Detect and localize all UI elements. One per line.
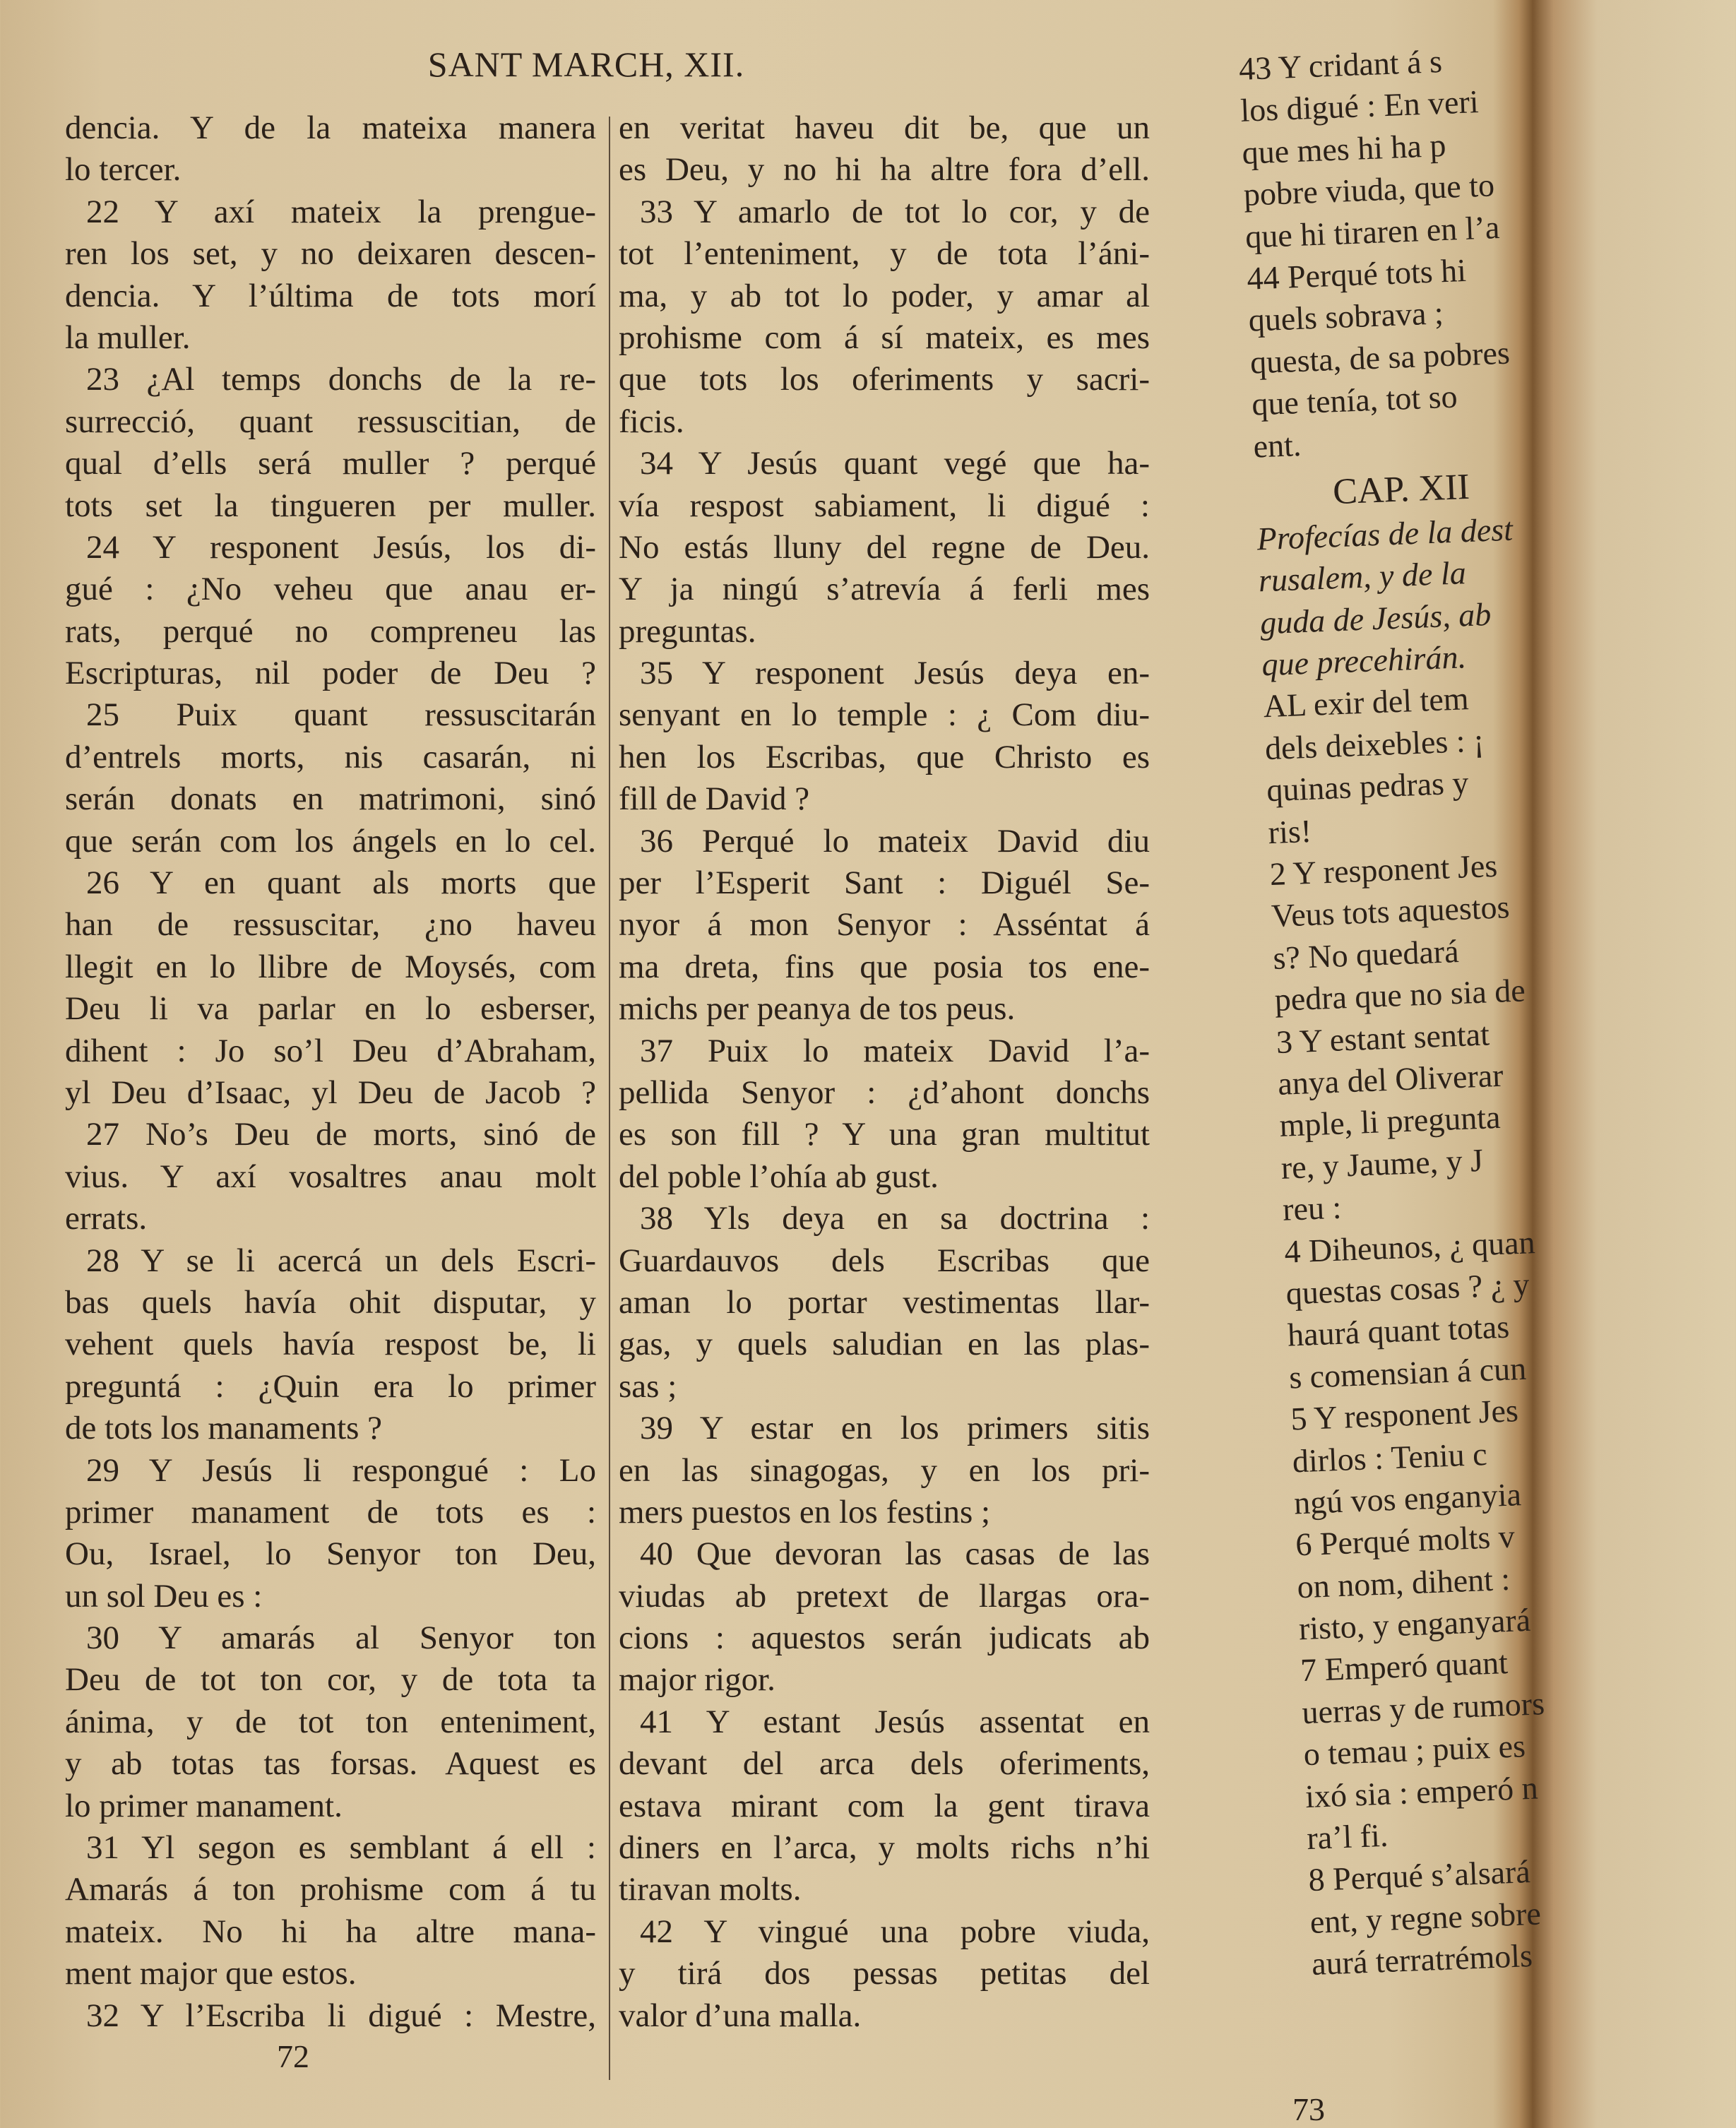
- text-line: questas cosas ? ¿ y: [1285, 1266, 1530, 1312]
- text-line: ficis.: [619, 403, 684, 440]
- text-line: ma, y ab tot lo poder, y amar al: [619, 277, 1150, 314]
- text-line: major rigor.: [619, 1661, 775, 1699]
- text-line: Escripturas, nil poder de Deu ?: [65, 655, 596, 692]
- text-line: 6 Perqué molts v: [1295, 1518, 1516, 1563]
- text-line: mers puestos en los festins ;: [619, 1493, 991, 1530]
- text-line: que precehirán.: [1261, 638, 1467, 683]
- text-line: dels deixebles : ¡: [1264, 722, 1485, 767]
- text-line: 42 Y vingué una pobre viuda,: [640, 1913, 1150, 1950]
- text-line: 3 Y estant sentat: [1276, 1015, 1490, 1060]
- text-line: llegit en lo llibre de Moysés, com: [65, 948, 596, 985]
- text-line: 22 Y axí mateix la prengue-: [86, 193, 596, 230]
- text-line: ngú vos enganyia: [1293, 1476, 1522, 1521]
- text-line: ixó sia : emperó n: [1304, 1769, 1539, 1814]
- text-line: y tirá dos pessas petitas del: [619, 1955, 1150, 1992]
- text-line: es son fill ? Y una gran multitut: [619, 1116, 1150, 1153]
- chapter-heading: CAP. XII: [1332, 466, 1470, 513]
- text-line: que serán com los ángels en lo cel.: [65, 822, 596, 860]
- text-line: 41 Y estant Jesús assentat en: [640, 1703, 1150, 1740]
- text-line: diners en l’arca, y molts richs n’hi: [619, 1829, 1150, 1867]
- text-line: dirlos : Teniu c: [1291, 1435, 1488, 1480]
- text-line: dencia. Y de la mateixa manera: [65, 109, 596, 146]
- text-line: y ab totas tas forsas. Aquest es: [65, 1745, 596, 1783]
- text-line: risto, y enganyará: [1297, 1601, 1531, 1647]
- text-line: mple, li pregunta: [1278, 1099, 1502, 1144]
- text-line: s? No quedará: [1272, 932, 1460, 976]
- text-line: viudas ab pretext de llargas ora-: [619, 1577, 1150, 1615]
- text-line: devant del arca dels oferiments,: [619, 1745, 1150, 1783]
- right-column: [619, 107, 1150, 2037]
- page-title: SANT MARCH, XII.: [427, 44, 745, 84]
- text-line: 39 Y estar en los primers sitis: [640, 1410, 1150, 1447]
- text-line: quels sobrava ;: [1247, 295, 1444, 339]
- text-line: rusalem, y de la: [1257, 554, 1467, 599]
- text-line: ris!: [1267, 812, 1312, 850]
- text-line: AL exir del tem: [1262, 680, 1470, 725]
- text-line: dencia. Y l’última de tots morí: [65, 277, 596, 314]
- text-line: 7 Emperó quant: [1300, 1644, 1509, 1689]
- text-line: 37 Puix lo mateix David l’a-: [640, 1032, 1150, 1069]
- text-line: senyant en lo temple : ¿ Com diu-: [619, 696, 1150, 734]
- text-line: 4 Diheunos, ¿ quan: [1283, 1223, 1536, 1270]
- text-line: 32 Y l’Escriba li digué : Mestre,: [86, 1997, 596, 2034]
- text-line: del poble l’ohía ab gust.: [619, 1158, 939, 1195]
- text-line: estava mirant com la gent tirava: [619, 1787, 1150, 1824]
- facing-page: [1232, 0, 1545, 2124]
- text-line: ent.: [1252, 426, 1302, 465]
- text-line: guda de Jesús, ab: [1259, 595, 1492, 641]
- text-line: Profecías de la dest: [1256, 511, 1514, 557]
- text-line: 25 Puix quant ressuscitarán: [86, 696, 596, 734]
- left-column: [65, 107, 596, 2037]
- text-line: preguntas.: [619, 612, 756, 650]
- text-line: quinas pedras y: [1266, 764, 1470, 809]
- text-line: un sol Deu es :: [65, 1577, 263, 1615]
- text-line: anya del Oliverar: [1277, 1057, 1504, 1102]
- page-number-left: 72: [277, 2038, 309, 2074]
- page-number-right: 73: [1292, 2091, 1325, 2127]
- text-line: 40 Que devoran las casas de las: [640, 1535, 1150, 1573]
- text-line: en las sinagogas, y en los pri-: [619, 1451, 1150, 1489]
- text-line: Deu de tot ton cor, y de tota ta: [65, 1661, 596, 1699]
- text-line: ren los set, y no deixaren descen-: [65, 235, 596, 273]
- text-line: nyor á mon Senyor : Asséntat á: [619, 906, 1150, 944]
- text-line: sas ;: [619, 1367, 677, 1405]
- text-line: ment major que estos.: [65, 1955, 357, 1992]
- text-line: vía respost sabiament, li digué :: [619, 487, 1150, 524]
- text-line: d’entrels morts, nis casarán, ni: [65, 738, 596, 775]
- text-line: on nom, dihent :: [1296, 1560, 1511, 1605]
- text-line: 2 Y responent Jes: [1268, 847, 1499, 893]
- text-line: lo tercer.: [65, 151, 182, 189]
- text-line: vehent quels havía respost be, li: [65, 1326, 596, 1363]
- text-line: en veritat haveu dit be, que un: [619, 109, 1150, 146]
- text-line: dihent : Jo so’l Deu d’Abraham,: [65, 1032, 596, 1069]
- text-line: tots set la tingueren per muller.: [65, 487, 596, 524]
- text-line: 43 Y cridant á s: [1238, 42, 1443, 87]
- text-line: pedra que no sia de: [1273, 972, 1526, 1018]
- text-line: haurá quant totas: [1287, 1308, 1510, 1353]
- text-line: que tots los oferiments y sacri-: [619, 361, 1150, 398]
- text-line: michs per peanya de tos peus.: [619, 990, 1016, 1028]
- text-line: s comensian á cun: [1288, 1350, 1527, 1396]
- text-line: cions : aquestos serán judicats ab: [619, 1619, 1150, 1657]
- facing-page-text: [1238, 32, 1736, 1985]
- text-line: uerras y de rumors: [1301, 1684, 1545, 1731]
- text-line: Ou, Israel, lo Senyor ton Deu,: [65, 1535, 596, 1573]
- text-line: han de ressuscitar, ¿no haveu: [65, 906, 596, 944]
- text-line: 35 Y responent Jesús deya en-: [640, 655, 1150, 692]
- text-line: ent, y regne sobre: [1309, 1895, 1542, 1940]
- text-line: 28 Y se li acercá un dels Escri-: [86, 1242, 596, 1279]
- text-line: rats, perqué no compreneu las: [65, 612, 596, 650]
- text-line: errats.: [65, 1200, 148, 1237]
- text-line: 38 Yls deya en sa doctrina :: [640, 1200, 1150, 1237]
- text-line: 23 ¿Al temps donchs de la re-: [86, 361, 596, 398]
- text-line: 5 Y responent Jes: [1290, 1392, 1519, 1437]
- text-line: aman lo portar vestimentas llar-: [619, 1283, 1150, 1321]
- text-line: prohisme com á sí mateix, es mes: [619, 319, 1150, 356]
- text-line: Y ja ningú s’atrevía á ferli mes: [619, 571, 1150, 608]
- text-line: primer manament de tots es :: [65, 1493, 596, 1530]
- text-line: pobre viuda, que to: [1242, 167, 1495, 213]
- text-line: 26 Y en quant als morts que: [86, 864, 596, 902]
- text-line: Deu li va parlar en lo esberser,: [65, 990, 596, 1028]
- text-line: que hi tiraren en l’a: [1244, 208, 1501, 255]
- text-line: vius. Y axí vosaltres anau molt: [65, 1158, 596, 1195]
- text-line: reu :: [1282, 1189, 1343, 1228]
- text-line: que tenía, tot so: [1251, 378, 1458, 422]
- text-line: serán donats en matrimoni, sinó: [65, 780, 596, 818]
- text-line: preguntá : ¿Quin era lo primer: [65, 1367, 596, 1405]
- text-line: 30 Y amarás al Senyor ton: [86, 1619, 596, 1657]
- text-line: 34 Y Jesús quant vegé que ha-: [640, 445, 1150, 482]
- text-line: tot l’enteniment, y de tota l’áni-: [619, 235, 1150, 273]
- text-line: per l’Esperit Sant : Diguél Se-: [619, 864, 1150, 902]
- text-line: es Deu, y no hi ha altre fora d’ell.: [619, 151, 1150, 189]
- text-line: aurá terratrémols: [1311, 1937, 1533, 1983]
- text-line: hen los Escribas, que Christo es: [619, 738, 1150, 775]
- text-line: fill de David ?: [619, 780, 810, 818]
- text-line: ra’l fi.: [1306, 1817, 1389, 1857]
- text-line: ánima, y de tot ton enteniment,: [65, 1703, 596, 1740]
- text-line: qual d’ells será muller ? perqué: [65, 445, 596, 482]
- text-line: tiravan molts.: [619, 1871, 802, 1908]
- text-line: bas quels havía ohit disputar, y: [65, 1283, 596, 1321]
- column-divider: [609, 117, 610, 2080]
- text-line: gué : ¿No veheu que anau er-: [65, 571, 596, 608]
- text-line: Veus tots aquestos: [1271, 888, 1511, 934]
- text-line: de tots los manaments ?: [65, 1410, 383, 1447]
- text-line: 29 Y Jesús li respongué : Lo: [86, 1451, 596, 1489]
- text-line: los digué : En veri: [1239, 83, 1480, 129]
- text-line: pellida Senyor : ¿d’ahont donchs: [619, 1074, 1150, 1111]
- text-line: 27 No’s Deu de morts, sinó de: [86, 1116, 596, 1153]
- text-line: 31 Yl segon es semblant á ell :: [86, 1829, 596, 1867]
- text-line: surrecció, quant ressuscitian, de: [65, 403, 596, 440]
- text-line: 33 Y amarlo de tot lo cor, y de: [640, 193, 1150, 230]
- text-line: Guardauvos dels Escribas que: [619, 1242, 1150, 1279]
- text-line: ma dreta, fins que posia tos ene-: [619, 948, 1150, 985]
- text-line: o temau ; puix es: [1302, 1728, 1526, 1773]
- text-line: 24 Y responent Jesús, los di-: [86, 528, 596, 566]
- text-line: la muller.: [65, 319, 191, 356]
- text-line: 36 Perqué lo mateix David diu: [640, 822, 1150, 860]
- text-line: gas, y quels saludian en las plas-: [619, 1326, 1150, 1363]
- text-line: que mes hi ha p: [1241, 126, 1447, 171]
- text-line: No estás lluny del regne de Deu.: [619, 528, 1150, 566]
- text-line: 44 Perqué tots hi: [1246, 251, 1467, 297]
- text-line: 8 Perqué s’alsará: [1307, 1853, 1531, 1898]
- text-line: lo primer manament.: [65, 1787, 343, 1824]
- text-line: questa, de sa pobres: [1249, 334, 1511, 381]
- text-line: Amarás á ton prohisme com á tu: [65, 1871, 596, 1908]
- text-line: valor d’una malla.: [619, 1997, 862, 2034]
- text-line: mateix. No hi ha altre mana-: [65, 1913, 596, 1950]
- text-line: yl Deu d’Isaac, yl Deu de Jacob ?: [65, 1074, 596, 1111]
- text-line: re, y Jaume, y J: [1280, 1141, 1484, 1186]
